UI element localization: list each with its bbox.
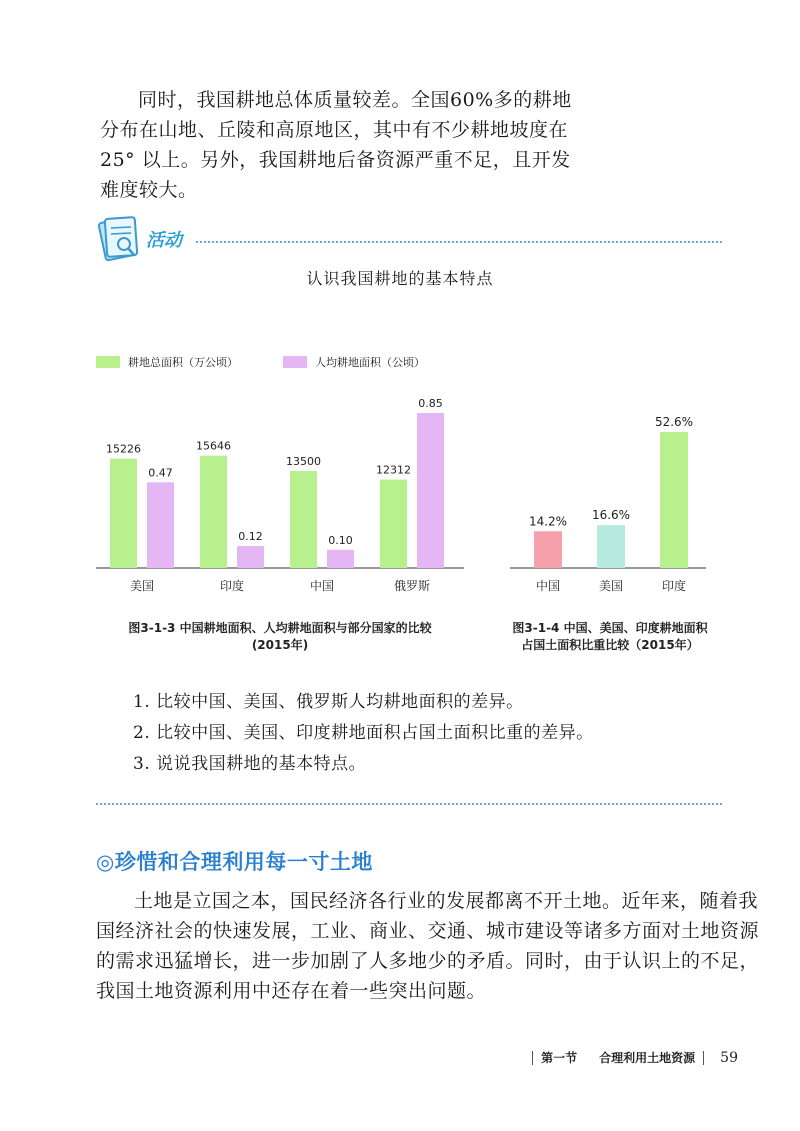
chart-farmland-share (510, 385, 710, 605)
activity-label: 活动 (146, 230, 182, 251)
intro-paragraph (100, 85, 572, 205)
legend-label-area: 耕地总面积（万公顷） (128, 356, 238, 369)
figure-caption-2-line1: 图3-1-4 中国、美国、印度耕地面积 (512, 621, 708, 635)
bar-share-2 (597, 525, 625, 568)
intro-line: 难度较大。 (100, 179, 198, 201)
legend-item-per-capita (283, 354, 425, 370)
x-tick-label: 美国 (129, 579, 155, 593)
bar-per-capita-1 (147, 482, 174, 568)
body-line: 的需求迅猛增长，进一步加剧了人多地少的矛盾。同时，由于认识上的不足， (96, 950, 760, 972)
data-label-share: 52.6% (654, 415, 694, 429)
figure-caption-2 (490, 620, 730, 654)
data-label-share: 16.6% (591, 508, 631, 523)
question-item: 3. 说说我国耕地的基本特点。 (133, 754, 367, 774)
x-tick-label: 俄罗斯 (393, 579, 431, 593)
legend-label-per-capita: 人均耕地面积（公顷） (315, 356, 425, 369)
footer-divider (703, 1051, 704, 1065)
data-label-area: 12312 (376, 463, 411, 477)
x-tick-label: 中国 (309, 579, 335, 593)
bar-share-1 (534, 531, 562, 568)
question-item: 2. 比较中国、美国、印度耕地面积占国土面积比重的差异。 (133, 723, 594, 743)
body-line: 土地是立国之本，国民经济各行业的发展都离不开土地。近年来，随着我 (134, 890, 759, 912)
data-label-share: 14.2% (528, 514, 568, 529)
footer-chapter: 合理利用土地资源 (599, 1051, 696, 1065)
activity-end-divider (96, 803, 722, 805)
figure-caption-2-line2: 占国土面积比重比较（2015年） (521, 638, 699, 652)
bar-share-3 (660, 432, 688, 568)
activity-notebook-icon (96, 214, 142, 264)
data-label-per-capita: 0.10 (328, 533, 353, 547)
x-tick-label: 美国 (598, 579, 624, 593)
x-tick-label: 中国 (535, 579, 561, 593)
footer-divider (532, 1051, 533, 1065)
figure-caption-1-line1: 图3-1-3 中国耕地面积、人均耕地面积与部分国家的比较 (128, 621, 432, 635)
figure-caption-1-line2: (2015年) (251, 638, 309, 652)
body-line: 我国土地资源利用中还存在着一些突出问题。 (96, 980, 487, 1002)
body-line: 国经济社会的快速发展，工业、商业、交通、城市建设等诸多方面对土地资源 (96, 920, 760, 942)
x-tick-label: 印度 (219, 579, 245, 593)
data-label-per-capita: 0.85 (418, 397, 443, 410)
intro-line: 25° 以上。另外，我国耕地后备资源严重不足，且开发 (100, 149, 571, 171)
bar-per-capita-2 (237, 546, 264, 568)
x-tick-label: 印度 (661, 579, 687, 593)
bar-area-3 (290, 471, 317, 568)
legend-item-area (96, 354, 238, 370)
data-label-per-capita: 0.47 (148, 466, 173, 480)
page-number: 59 (720, 1049, 738, 1066)
data-label-per-capita: 0.12 (238, 530, 263, 544)
intro-line: 分布在山地、丘陵和高原地区，其中有不少耕地坡度在 (100, 119, 569, 141)
bar-area-2 (200, 456, 227, 568)
data-label-area: 13500 (286, 455, 321, 469)
data-label-area: 15646 (196, 439, 231, 453)
section-heading: ◎珍惜和合理利用每一寸土地 (96, 850, 373, 874)
bar-area-4 (380, 480, 407, 568)
activity-title: 认识我国耕地的基本特点 (306, 269, 494, 288)
activity-divider (196, 241, 722, 243)
question-item: 1. 比较中国、美国、俄罗斯人均耕地面积的差异。 (133, 692, 524, 712)
data-label-area: 15226 (106, 442, 141, 456)
footer-section: 第一节 (541, 1051, 578, 1065)
intro-line: 同时，我国耕地总体质量较差。全国60%多的耕地 (138, 89, 572, 111)
bar-per-capita-3 (327, 550, 354, 568)
chart-farmland-comparison (96, 385, 468, 605)
legend-swatch-per-capita (283, 356, 307, 368)
bar-area-1 (110, 459, 137, 568)
figure-caption-1 (96, 620, 464, 654)
page-footer (532, 1049, 738, 1066)
legend-swatch-area (96, 356, 120, 368)
bar-per-capita-4 (417, 413, 444, 568)
activity-questions (133, 687, 594, 780)
section-body (96, 886, 760, 1006)
